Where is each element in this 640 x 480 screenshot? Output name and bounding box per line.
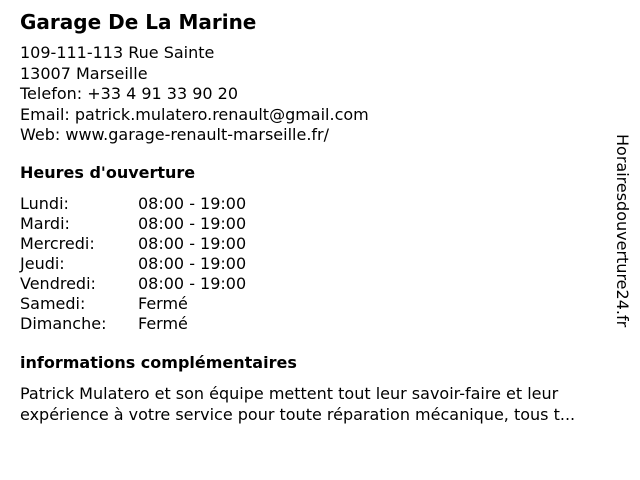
day-label: Vendredi:: [20, 274, 96, 293]
day-label: Mercredi:: [20, 234, 95, 253]
day-label: Mardi:: [20, 214, 70, 233]
contact-info: [20, 43, 369, 146]
opening-hours-table: [20, 194, 300, 334]
additional-info-heading: informations complémentaires: [20, 353, 297, 372]
hours-value: Fermé: [138, 294, 188, 313]
hours-row-wednesday: [20, 234, 300, 254]
address-line-1: 109-111-113 Rue Sainte: [20, 43, 215, 62]
website: Web: www.garage-renault-marseille.fr/: [20, 125, 330, 144]
hours-value: 08:00 - 19:00: [138, 194, 247, 213]
hours-value: Fermé: [138, 314, 188, 333]
site-watermark: Horairesdouverture24.fr: [613, 134, 632, 328]
hours-row-saturday: [20, 294, 300, 314]
hours-row-tuesday: [20, 214, 300, 234]
description-line-1: Patrick Mulatero et son équipe mettent tout leur savoir-faire et leur: [20, 384, 559, 403]
opening-hours-heading: Heures d'ouverture: [20, 163, 196, 182]
description-line-2: expérience à votre service pour toute réparation mécanique, tous t...: [20, 404, 576, 424]
day-label: Lundi:: [20, 194, 69, 213]
hours-value: 08:00 - 19:00: [138, 214, 247, 233]
day-label: Samedi:: [20, 294, 86, 313]
hours-row-monday: [20, 194, 300, 214]
hours-row-friday: [20, 274, 300, 294]
day-label: Dimanche:: [20, 314, 107, 333]
hours-value: 08:00 - 19:00: [138, 274, 247, 293]
hours-row-sunday: [20, 314, 300, 334]
hours-value: 08:00 - 19:00: [138, 254, 247, 273]
day-label: Jeudi:: [20, 254, 65, 273]
phone-number: Telefon: +33 4 91 33 90 20: [20, 84, 239, 103]
email-address: Email: patrick.mulatero.renault@gmail.com: [20, 104, 369, 124]
business-name: Garage De La Marine: [20, 10, 257, 34]
address-line-2: 13007 Marseille: [20, 63, 148, 83]
additional-info-text: [20, 384, 628, 425]
hours-row-thursday: [20, 254, 300, 274]
hours-value: 08:00 - 19:00: [138, 234, 247, 253]
